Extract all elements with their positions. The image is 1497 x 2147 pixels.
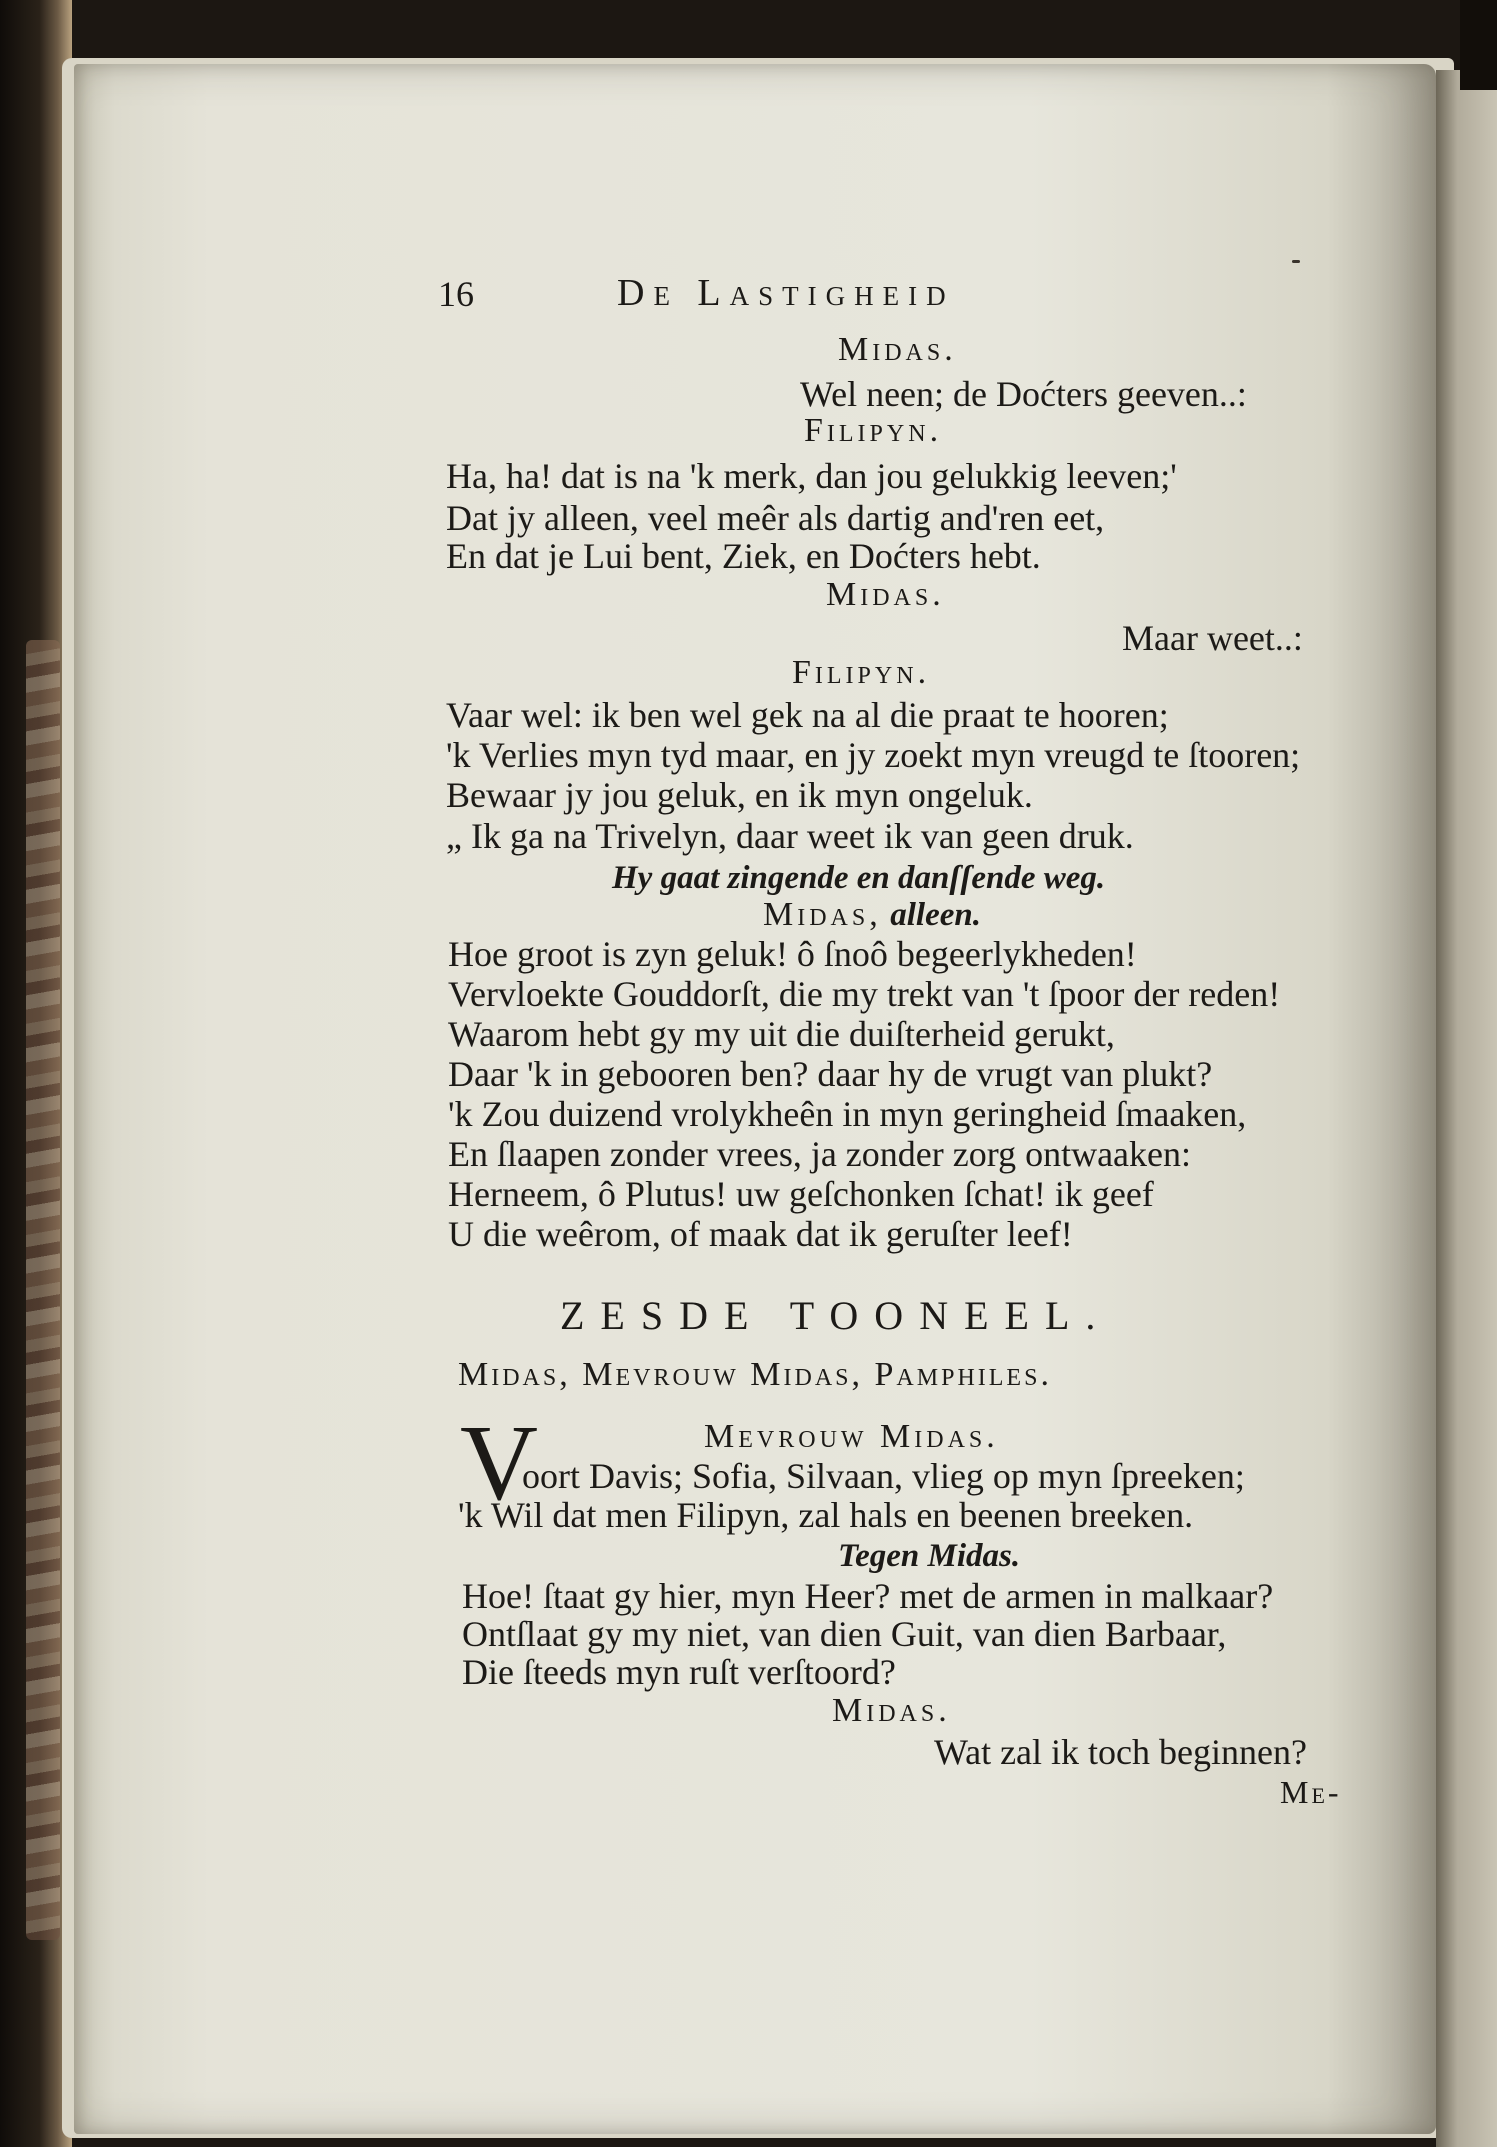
verse-line: 'k Verlies myn tyd maar, en jy zoekt myn vreugd te ſtooren; — [446, 735, 1301, 775]
verse-line: Ontſlaat gy my niet, van dien Guit, van dien Barbaar, — [462, 1614, 1227, 1654]
verse-line: 'k Zou duizend vrolykheên in myn geringheid ſmaaken, — [448, 1094, 1247, 1134]
ink-fleck — [1292, 260, 1300, 263]
background-corner — [1460, 0, 1497, 90]
verse-line: oort Davis; Sofia, Silvaan, vlieg op myn ſpreeken; — [522, 1456, 1245, 1496]
speaker-midas: Midas, — [763, 896, 882, 933]
verse-line: „ Ik ga na Trivelyn, daar weet ik van geen druk. — [446, 816, 1134, 856]
speaker-filipyn: Filipyn. — [792, 654, 931, 691]
speaker-midas: Midas. — [832, 1692, 951, 1729]
catchword: Me- — [1280, 1774, 1342, 1810]
page-number: 16 — [438, 274, 474, 314]
verse-line: Wat zal ik toch beginnen? — [934, 1732, 1307, 1772]
verse-line: En ſlaapen zonder vrees, ja zonder zorg ontwaaken: — [448, 1134, 1192, 1174]
verse-line: Vaar wel: ik ben wel gek na al die praat te hooren; — [446, 695, 1169, 735]
marbled-endpaper — [26, 640, 60, 1940]
verse-line: 'k Wil dat men Filipyn, zal hals en beenen breeken. — [458, 1495, 1194, 1535]
scene-cast: Midas, Mevrouw Midas, Pamphiles. — [458, 1356, 1052, 1393]
drop-cap: V — [460, 1404, 538, 1523]
verse-line: Herneem, ô Plutus! uw geſchonken ſchat! ik geef — [448, 1174, 1154, 1214]
verse-line: U die weêrom, of maak dat ik geruſter leef! — [448, 1214, 1073, 1254]
speaker-heading — [763, 898, 981, 932]
stage-direction: Hy gaat zingende en danſſende weg. — [612, 860, 1106, 896]
speaker-midas: Midas. — [838, 331, 957, 368]
verse-line: Vervloekte Gouddorſt, die my trekt van 't ſpoor der reden! — [448, 974, 1281, 1014]
speaker-mevrouw-midas: Mevrouw Midas. — [704, 1418, 999, 1455]
verse-line: Waarom hebt gy my uit die duiſterheid gerukt, — [448, 1014, 1115, 1054]
verse-line: Daar 'k in gebooren ben? daar hy de vrugt van plukt? — [448, 1054, 1213, 1094]
speaker-midas: Midas. — [826, 576, 945, 613]
speaker-note: alleen. — [890, 897, 981, 933]
stage-direction: Tegen Midas. — [838, 1538, 1021, 1574]
verse-line: Maar weet..: — [1122, 618, 1303, 658]
verse-line: Die ſteeds myn ruſt verſtoord? — [462, 1652, 896, 1692]
verse-line: En dat je Lui bent, Ziek, en Doćters hebt. — [446, 536, 1041, 576]
verse-line: Wel neen; de Doćters geeven..: — [800, 374, 1247, 414]
facing-page-edge — [1436, 70, 1497, 2147]
speaker-filipyn: Filipyn. — [804, 412, 943, 449]
verse-line: Ha, ha! dat is na 'k merk, dan jou gelukkig leeven;' — [446, 456, 1177, 496]
scene-title: ZESDE TOONEEL. — [560, 1293, 1112, 1338]
verse-line: Hoe! ſtaat gy hier, myn Heer? met de armen in malkaar? — [462, 1576, 1274, 1616]
verse-line: Dat jy alleen, veel meêr als dartig and'ren eet, — [446, 498, 1105, 538]
verse-line: Bewaar jy jou geluk, en ik myn ongeluk. — [446, 775, 1033, 815]
verse-line: Hoe groot is zyn geluk! ô ſnoô begeerlykheden! — [448, 934, 1137, 974]
running-title: De Lastigheid — [617, 272, 955, 314]
